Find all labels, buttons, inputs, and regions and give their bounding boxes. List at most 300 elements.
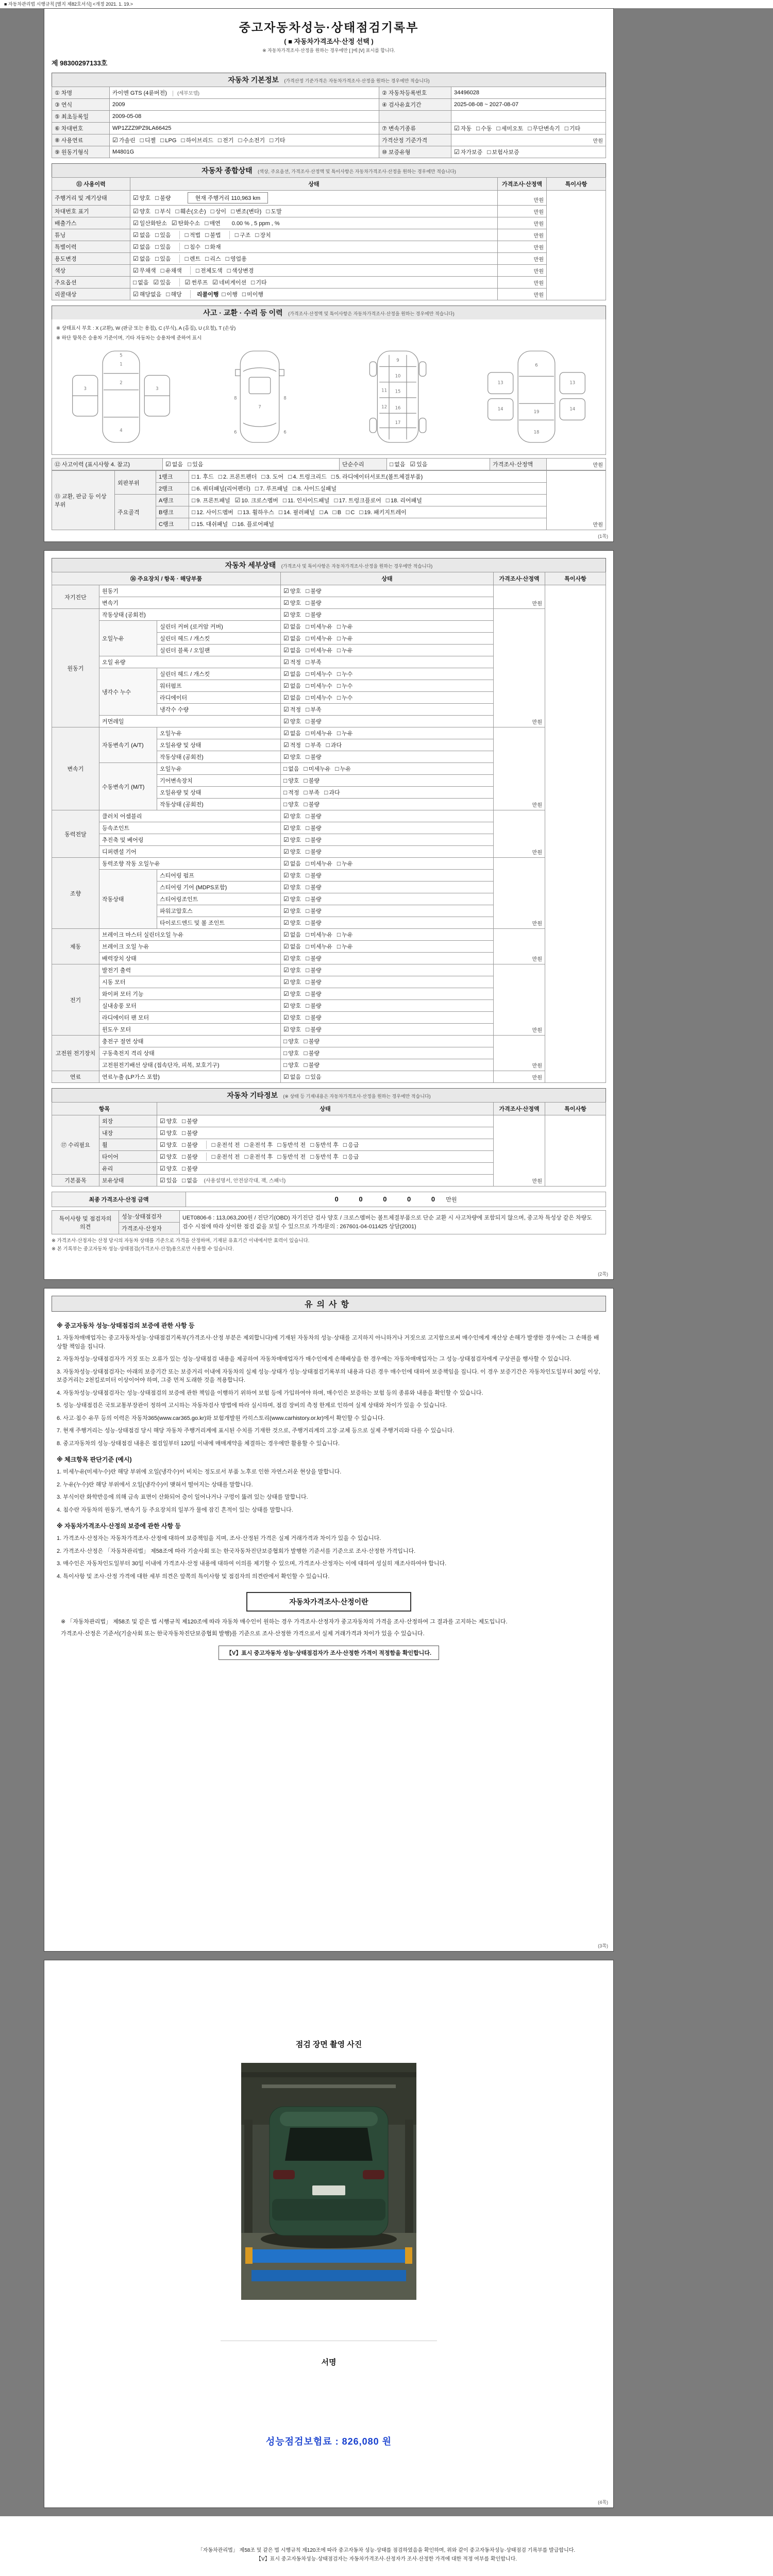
checkbox-option[interactable] — [182, 1129, 198, 1137]
checkbox-option[interactable] — [283, 705, 301, 714]
col-header-state: 상태 — [130, 178, 498, 191]
checkbox-option[interactable] — [232, 520, 274, 528]
checkbox-option[interactable] — [337, 622, 353, 631]
svg-text:2: 2 — [120, 380, 123, 386]
checkbox-label: 15. 대쉬패널 — [196, 521, 228, 528]
checkbox-label: LPG — [165, 138, 177, 144]
checkbox-option[interactable] — [304, 1037, 320, 1045]
unchecked-checkbox-icon: □ — [184, 231, 189, 239]
checkbox-option[interactable] — [238, 136, 265, 144]
exchange-panel-table — [52, 470, 606, 530]
checked-checkbox-icon: ☑ — [283, 812, 289, 820]
checkbox-option[interactable] — [218, 136, 234, 144]
inspection-insurance-fee: 성능점검보험료 : 826,080 원 — [265, 2436, 392, 2447]
checkbox-option[interactable] — [160, 1117, 177, 1125]
checkbox-option[interactable] — [306, 966, 322, 974]
checkbox-label: 적정 — [290, 742, 301, 749]
checkbox-option[interactable] — [283, 1073, 301, 1081]
checkbox-option[interactable] — [155, 255, 171, 263]
checkbox-label: 11. 인사이드패널 — [288, 498, 330, 504]
checkbox-option[interactable] — [235, 231, 251, 239]
checkbox-option[interactable] — [306, 990, 322, 998]
checkbox-option[interactable] — [306, 705, 322, 714]
checkbox-label: 구조 — [239, 232, 251, 239]
checkbox-option[interactable] — [244, 1141, 273, 1149]
table-row-opinion-1 — [52, 1211, 606, 1223]
checkbox-option[interactable] — [528, 124, 560, 132]
checkbox-option[interactable] — [306, 895, 322, 903]
unchecked-checkbox-icon: □ — [306, 753, 310, 760]
checkbox-option[interactable] — [304, 1049, 320, 1057]
checkbox-option[interactable] — [487, 148, 519, 156]
checkbox-option[interactable] — [185, 231, 201, 239]
device-item-label: 작동상태 (공회전) — [99, 609, 281, 621]
checked-checkbox-icon: ☑ — [160, 1165, 165, 1172]
checkbox-option[interactable] — [306, 1013, 322, 1022]
checkbox-option[interactable] — [306, 599, 322, 607]
checkbox-label: 자동 — [460, 126, 472, 132]
checkbox-option[interactable] — [283, 907, 301, 915]
checkbox-label: 미세누수 — [310, 683, 332, 689]
checked-checkbox-icon: ☑ — [283, 943, 289, 950]
unchecked-checkbox-icon: □ — [306, 836, 310, 843]
checkbox-option[interactable] — [205, 243, 221, 251]
checkbox-option[interactable] — [205, 255, 221, 263]
checkbox-option[interactable] — [283, 978, 301, 986]
row-label-interior: 내장 — [99, 1127, 157, 1139]
checkbox-option[interactable] — [283, 1037, 299, 1045]
checkbox-option[interactable] — [306, 942, 332, 951]
checkbox-option[interactable] — [283, 930, 301, 939]
checkbox-option[interactable] — [160, 1153, 177, 1161]
checkbox-option[interactable] — [160, 137, 176, 144]
checkbox-option[interactable] — [133, 243, 150, 251]
checkbox-option[interactable] — [283, 942, 301, 951]
checkbox-option[interactable] — [283, 658, 301, 666]
checkbox-option[interactable] — [283, 812, 301, 820]
checkbox-option[interactable] — [293, 484, 337, 493]
checkbox-option[interactable] — [283, 765, 299, 773]
checkbox-option[interactable] — [133, 231, 150, 239]
checkbox-option[interactable] — [283, 1061, 299, 1069]
checked-checkbox-icon: ☑ — [283, 955, 289, 962]
checkbox-option[interactable] — [283, 670, 301, 678]
checkbox-option[interactable] — [277, 1141, 306, 1149]
checkbox-option[interactable] — [160, 1129, 177, 1137]
state-mark-legend2: ※ 하단 항목은 승용차 기준이며, 기타 자동차는 승용차에 준하여 표시 — [56, 335, 202, 341]
checkbox-option[interactable] — [337, 729, 353, 737]
checkbox-option[interactable] — [283, 622, 301, 631]
checkbox-option[interactable] — [306, 622, 332, 631]
checkbox-option[interactable] — [205, 231, 221, 239]
checkbox-option[interactable] — [359, 508, 406, 516]
checkbox-label: 양호 — [290, 1027, 301, 1033]
device-item-label: 오일누유 — [157, 763, 281, 775]
checkbox-option[interactable] — [283, 741, 301, 749]
checkbox-option[interactable] — [324, 788, 340, 796]
checkbox-option[interactable] — [112, 136, 136, 144]
checkbox-option[interactable] — [185, 243, 201, 251]
checkbox-option[interactable] — [306, 611, 322, 619]
checkbox-option[interactable] — [133, 219, 167, 227]
checkbox-option[interactable] — [283, 599, 301, 607]
checkbox-option[interactable] — [331, 472, 423, 481]
checkbox-option[interactable] — [306, 1025, 322, 1033]
checkbox-option[interactable] — [283, 496, 330, 504]
checkbox-option[interactable] — [337, 942, 353, 951]
checked-checkbox-icon: ☑ — [283, 611, 289, 618]
checkbox-option[interactable] — [283, 895, 301, 903]
checkbox-option[interactable] — [133, 255, 150, 263]
checkbox-option[interactable] — [304, 776, 320, 785]
accident-history-title: 사고 · 교환 · 수리 등 이력 — [203, 309, 283, 317]
rank2-checkbox-group — [189, 483, 547, 495]
checkbox-option[interactable] — [192, 508, 233, 516]
unchecked-checkbox-icon: □ — [306, 884, 310, 891]
checkbox-option[interactable] — [283, 1049, 299, 1057]
device-item-label: 오일유량 및 상태 — [157, 739, 281, 751]
checkbox-option[interactable] — [306, 753, 322, 761]
checkbox-option[interactable] — [306, 883, 322, 891]
checkbox-option[interactable] — [283, 848, 301, 856]
checkbox-option[interactable] — [306, 836, 322, 844]
checkbox-option[interactable] — [306, 717, 322, 725]
checkbox-option[interactable] — [133, 207, 150, 215]
svg-text:1: 1 — [120, 362, 123, 367]
checkbox-label: 양호 — [290, 849, 301, 855]
checkbox-option[interactable] — [185, 255, 201, 263]
detail-row — [52, 929, 606, 941]
checkbox-option[interactable] — [140, 136, 156, 144]
checkbox-option[interactable] — [283, 954, 301, 962]
checkbox-option[interactable] — [337, 682, 353, 690]
field-label-fuel: ⑧ 사용연료 — [52, 134, 110, 146]
checkbox-option[interactable] — [306, 693, 332, 702]
checkbox-option[interactable] — [335, 765, 351, 773]
unchecked-checkbox-icon: □ — [337, 943, 341, 950]
checkbox-option[interactable] — [133, 290, 161, 298]
checkbox-option[interactable] — [390, 460, 406, 468]
checkbox-option[interactable] — [160, 1141, 177, 1149]
checkbox-option[interactable] — [182, 1153, 198, 1161]
checkbox-option[interactable] — [222, 290, 238, 298]
checkbox-option[interactable] — [306, 658, 322, 666]
checkbox-option[interactable] — [306, 1002, 322, 1010]
checkbox-option[interactable] — [306, 871, 322, 879]
checkbox-option[interactable] — [283, 966, 301, 974]
checkbox-option[interactable] — [337, 670, 353, 678]
state-cell — [281, 964, 494, 976]
field-label-first-reg: ⑤ 최초등록일 — [52, 111, 110, 123]
device-item-label: 파워고압호스 — [157, 905, 281, 917]
checkbox-option[interactable] — [283, 1013, 301, 1022]
checkbox-label: 불량 — [187, 1118, 198, 1125]
checkbox-label: 4. 트렁크리드 — [293, 474, 327, 480]
price-survey-option[interactable]: ( ■ 자동차가격조사·산정 선택 ) — [284, 38, 374, 45]
checkbox-option[interactable] — [337, 859, 353, 868]
checkbox-option[interactable] — [565, 124, 581, 132]
checkbox-option[interactable] — [326, 741, 342, 749]
checkbox-option[interactable] — [277, 1153, 306, 1161]
checkbox-option[interactable] — [192, 472, 214, 481]
checkbox-option[interactable] — [182, 1141, 198, 1149]
checkbox-option[interactable] — [306, 1073, 322, 1081]
checkbox-option[interactable] — [386, 496, 422, 504]
checkbox-option[interactable] — [306, 907, 322, 915]
checkbox-option[interactable] — [235, 496, 278, 504]
checkbox-option[interactable] — [196, 266, 223, 275]
checkbox-option[interactable] — [283, 611, 301, 619]
checkbox-option[interactable] — [133, 194, 150, 202]
checkbox-option[interactable] — [255, 231, 271, 239]
checkbox-option[interactable] — [192, 484, 250, 493]
checkbox-option[interactable] — [219, 472, 257, 481]
checkbox-option[interactable] — [133, 278, 149, 286]
checkbox-option[interactable] — [306, 634, 332, 642]
checkbox-option[interactable] — [337, 634, 353, 642]
row-label-wheel: 휠 — [99, 1139, 157, 1151]
checkbox-option[interactable] — [320, 509, 328, 516]
checkbox-option[interactable] — [283, 682, 301, 690]
unchecked-checkbox-icon: □ — [306, 978, 310, 986]
checkbox-option[interactable] — [306, 859, 332, 868]
checkbox-option[interactable] — [310, 1141, 339, 1149]
checkbox-option[interactable] — [306, 646, 332, 654]
unchecked-checkbox-icon: □ — [283, 1049, 288, 1057]
col-header-state: 상태 — [281, 572, 494, 585]
device-group-label: 자기진단 — [52, 585, 99, 609]
checkbox-option[interactable] — [306, 682, 332, 690]
checkbox-option[interactable] — [283, 990, 301, 998]
checkbox-option[interactable] — [410, 460, 428, 468]
checkbox-option[interactable] — [306, 919, 322, 927]
checkbox-option[interactable] — [304, 800, 320, 808]
usage-change-state-cell — [130, 253, 498, 265]
col-header-remarks: 특이사항 — [545, 1103, 606, 1115]
checkbox-option[interactable] — [182, 1117, 198, 1125]
checkbox-option[interactable] — [192, 496, 230, 504]
state-cell — [281, 882, 494, 893]
state-cell — [281, 858, 494, 870]
checkbox-option[interactable] — [337, 693, 353, 702]
checkbox-label: 매연 — [209, 221, 221, 227]
checkbox-option[interactable] — [454, 148, 482, 156]
checkbox-option[interactable] — [226, 255, 247, 263]
checkbox-option[interactable] — [188, 460, 204, 468]
checkbox-option[interactable] — [343, 1141, 359, 1149]
checkbox-option[interactable] — [306, 978, 322, 986]
checkbox-option[interactable] — [176, 207, 206, 215]
checkbox-option[interactable] — [337, 646, 353, 654]
checkbox-option[interactable] — [283, 1025, 301, 1033]
checkbox-option[interactable] — [205, 219, 221, 227]
checkbox-option[interactable] — [346, 509, 355, 516]
checkbox-option[interactable] — [304, 1061, 320, 1069]
unchecked-checkbox-icon: □ — [385, 497, 390, 504]
checkbox-option[interactable] — [306, 930, 332, 939]
checkbox-option[interactable] — [283, 871, 301, 879]
checkbox-option[interactable] — [155, 243, 171, 251]
checkbox-label: 기타 — [569, 126, 581, 132]
checkbox-label: 적정 — [290, 707, 301, 713]
final-note-1: ※ 가격조사·산정자는 산정 당시의 자동차 상태를 기준으로 가격을 산정하며, 기재된 유효기간 이내에서만 효력이 있습니다. — [52, 1238, 310, 1244]
field-value-first-reg: 2009-05-08 — [110, 111, 379, 123]
car-diagram-top-view — [195, 345, 325, 448]
checkbox-option[interactable] — [333, 509, 342, 516]
checkbox-option[interactable] — [283, 859, 301, 868]
checkbox-label: 양호 — [290, 600, 301, 606]
device-item-label: 기어변속장치 — [157, 775, 281, 787]
checkbox-option[interactable] — [283, 883, 301, 891]
checkbox-option[interactable] — [270, 136, 285, 144]
checkbox-option[interactable] — [334, 496, 381, 504]
checkbox-option[interactable] — [155, 231, 171, 239]
checkbox-option[interactable] — [283, 693, 301, 702]
notice-section2-title: ※ 체크항목 판단기준 (예시) — [57, 1456, 132, 1463]
unchecked-checkbox-icon: □ — [205, 219, 209, 227]
checkbox-option[interactable] — [211, 207, 227, 215]
checkbox-option[interactable] — [155, 207, 171, 215]
checkbox-option[interactable] — [165, 460, 183, 468]
checkbox-option[interactable] — [304, 788, 320, 796]
col-header-usage: ⑪ 사용이력 — [52, 178, 130, 191]
checkbox-option[interactable] — [182, 1164, 198, 1173]
checkbox-label: 누수 — [342, 695, 353, 701]
checkbox-option[interactable] — [306, 824, 322, 832]
checkbox-option[interactable] — [283, 1002, 301, 1010]
checked-checkbox-icon: ☑ — [133, 208, 139, 215]
checkbox-option[interactable] — [306, 812, 322, 820]
tuning-checkbox-group — [133, 232, 176, 239]
table-row-special-history — [52, 241, 606, 253]
checkbox-option[interactable] — [283, 587, 301, 595]
checkbox-option[interactable] — [161, 266, 182, 275]
final-price-label: 최종 가격조사·산정 금액 — [52, 1192, 186, 1207]
unchecked-checkbox-icon: □ — [277, 1141, 281, 1148]
unchecked-checkbox-icon: □ — [205, 255, 209, 262]
checkbox-option[interactable] — [283, 788, 299, 796]
checkbox-option[interactable] — [279, 508, 315, 516]
unchecked-checkbox-icon: □ — [160, 267, 164, 274]
price-cell: 만원 — [494, 609, 545, 727]
checkbox-option[interactable] — [310, 1153, 339, 1161]
state-cell — [281, 953, 494, 964]
checkbox-option[interactable] — [227, 266, 254, 275]
checkbox-option[interactable] — [181, 136, 213, 144]
checkbox-option[interactable] — [306, 848, 322, 856]
state-cell — [281, 822, 494, 834]
checkbox-option[interactable] — [343, 1153, 359, 1161]
checkbox-option[interactable] — [283, 836, 301, 844]
checkbox-option[interactable] — [266, 207, 282, 215]
checkbox-option[interactable] — [283, 824, 301, 832]
checkbox-option[interactable] — [283, 919, 301, 927]
checkbox-option[interactable] — [160, 1164, 177, 1173]
checkbox-option[interactable] — [160, 1176, 177, 1184]
checkbox-option[interactable] — [306, 954, 322, 962]
price-survey-option-note: ※ 자동차가격조사·산정을 원하는 경우에만 [ ]에 [V] 표시를 합니다. — [262, 48, 395, 53]
checkbox-option[interactable] — [476, 124, 492, 132]
signature-label: 서명 — [221, 2341, 437, 2367]
checkbox-option[interactable] — [166, 290, 182, 298]
checkbox-option[interactable] — [454, 124, 472, 132]
checkbox-option[interactable] — [283, 717, 301, 725]
checkbox-option[interactable] — [231, 207, 261, 215]
checkbox-label: 도말 — [271, 209, 282, 215]
checkbox-option[interactable] — [133, 266, 156, 275]
checkbox-option[interactable] — [306, 670, 332, 678]
recall-state-cell — [130, 289, 498, 300]
unchecked-checkbox-icon: □ — [306, 990, 310, 997]
state-cell — [281, 799, 494, 810]
checkbox-option[interactable] — [255, 484, 288, 493]
checkbox-label: 부족 — [310, 742, 322, 749]
special-history-state-cell — [130, 241, 498, 253]
checkbox-option[interactable] — [212, 1141, 240, 1149]
checkbox-option[interactable] — [251, 278, 267, 286]
checkbox-option[interactable] — [283, 753, 301, 761]
checkbox-label: 불량 — [310, 873, 322, 879]
submodel-label: (세부모델) — [173, 91, 199, 96]
checkbox-option[interactable] — [288, 472, 327, 481]
checkbox-option[interactable] — [283, 634, 301, 642]
checkbox-option[interactable] — [155, 194, 171, 202]
checkbox-option[interactable] — [261, 472, 283, 481]
checkbox-option[interactable] — [242, 290, 263, 298]
checkbox-option[interactable] — [306, 729, 332, 737]
checkbox-option[interactable] — [238, 508, 274, 516]
checkbox-option[interactable] — [283, 646, 301, 654]
possession-state-cell — [157, 1175, 494, 1187]
col-header-item: 항목 — [52, 1103, 157, 1115]
checkbox-label: 수소전기 — [243, 138, 265, 144]
device-item-label: 워터펌프 — [157, 680, 281, 692]
checkbox-option[interactable] — [185, 278, 208, 286]
checkbox-option[interactable] — [497, 124, 524, 132]
checkbox-option[interactable] — [304, 765, 331, 773]
checkbox-label: 10. 크로스멤버 — [241, 498, 278, 504]
checkbox-label: 동반석 전 — [282, 1142, 306, 1148]
checkbox-option[interactable] — [283, 776, 299, 785]
checkbox-option[interactable] — [244, 1153, 273, 1161]
checkbox-option[interactable] — [192, 520, 228, 528]
checkbox-option[interactable] — [212, 1153, 240, 1161]
checkbox-option[interactable] — [154, 278, 171, 286]
checkbox-option[interactable] — [283, 800, 299, 808]
checkbox-option[interactable] — [337, 930, 353, 939]
unchecked-checkbox-icon: □ — [192, 520, 196, 528]
checkbox-label: 없음 — [290, 861, 301, 867]
checkbox-option[interactable] — [306, 741, 322, 749]
checkbox-label: 불량 — [310, 719, 322, 725]
checkbox-option[interactable] — [172, 219, 200, 227]
device-group-label: 동력전달 — [52, 810, 99, 858]
checkbox-option[interactable] — [283, 729, 301, 737]
price-cell: 만원 — [494, 727, 545, 810]
checkbox-option[interactable] — [182, 1176, 198, 1184]
unchecked-checkbox-icon: □ — [192, 497, 196, 504]
unchecked-checkbox-icon: □ — [155, 231, 159, 239]
page-marker: (3쪽) — [598, 1943, 608, 1948]
checkbox-option[interactable] — [306, 587, 322, 595]
unchecked-checkbox-icon: □ — [288, 473, 292, 480]
fuel-checkbox-group — [110, 134, 379, 146]
unchecked-checkbox-icon: □ — [184, 243, 189, 250]
checkbox-label: 미세누유 — [310, 944, 332, 950]
checkbox-option[interactable] — [212, 278, 246, 286]
recall-done-label: 리콜이행 — [196, 292, 219, 298]
notice-item: 6. 사고·침수 유무 등의 이력은 자동차365(www.car365.go.kr)와 보험개발원 카히스토리(www.carhistory.or.kr)에서 확인할 수 있습니다. — [57, 1415, 385, 1421]
